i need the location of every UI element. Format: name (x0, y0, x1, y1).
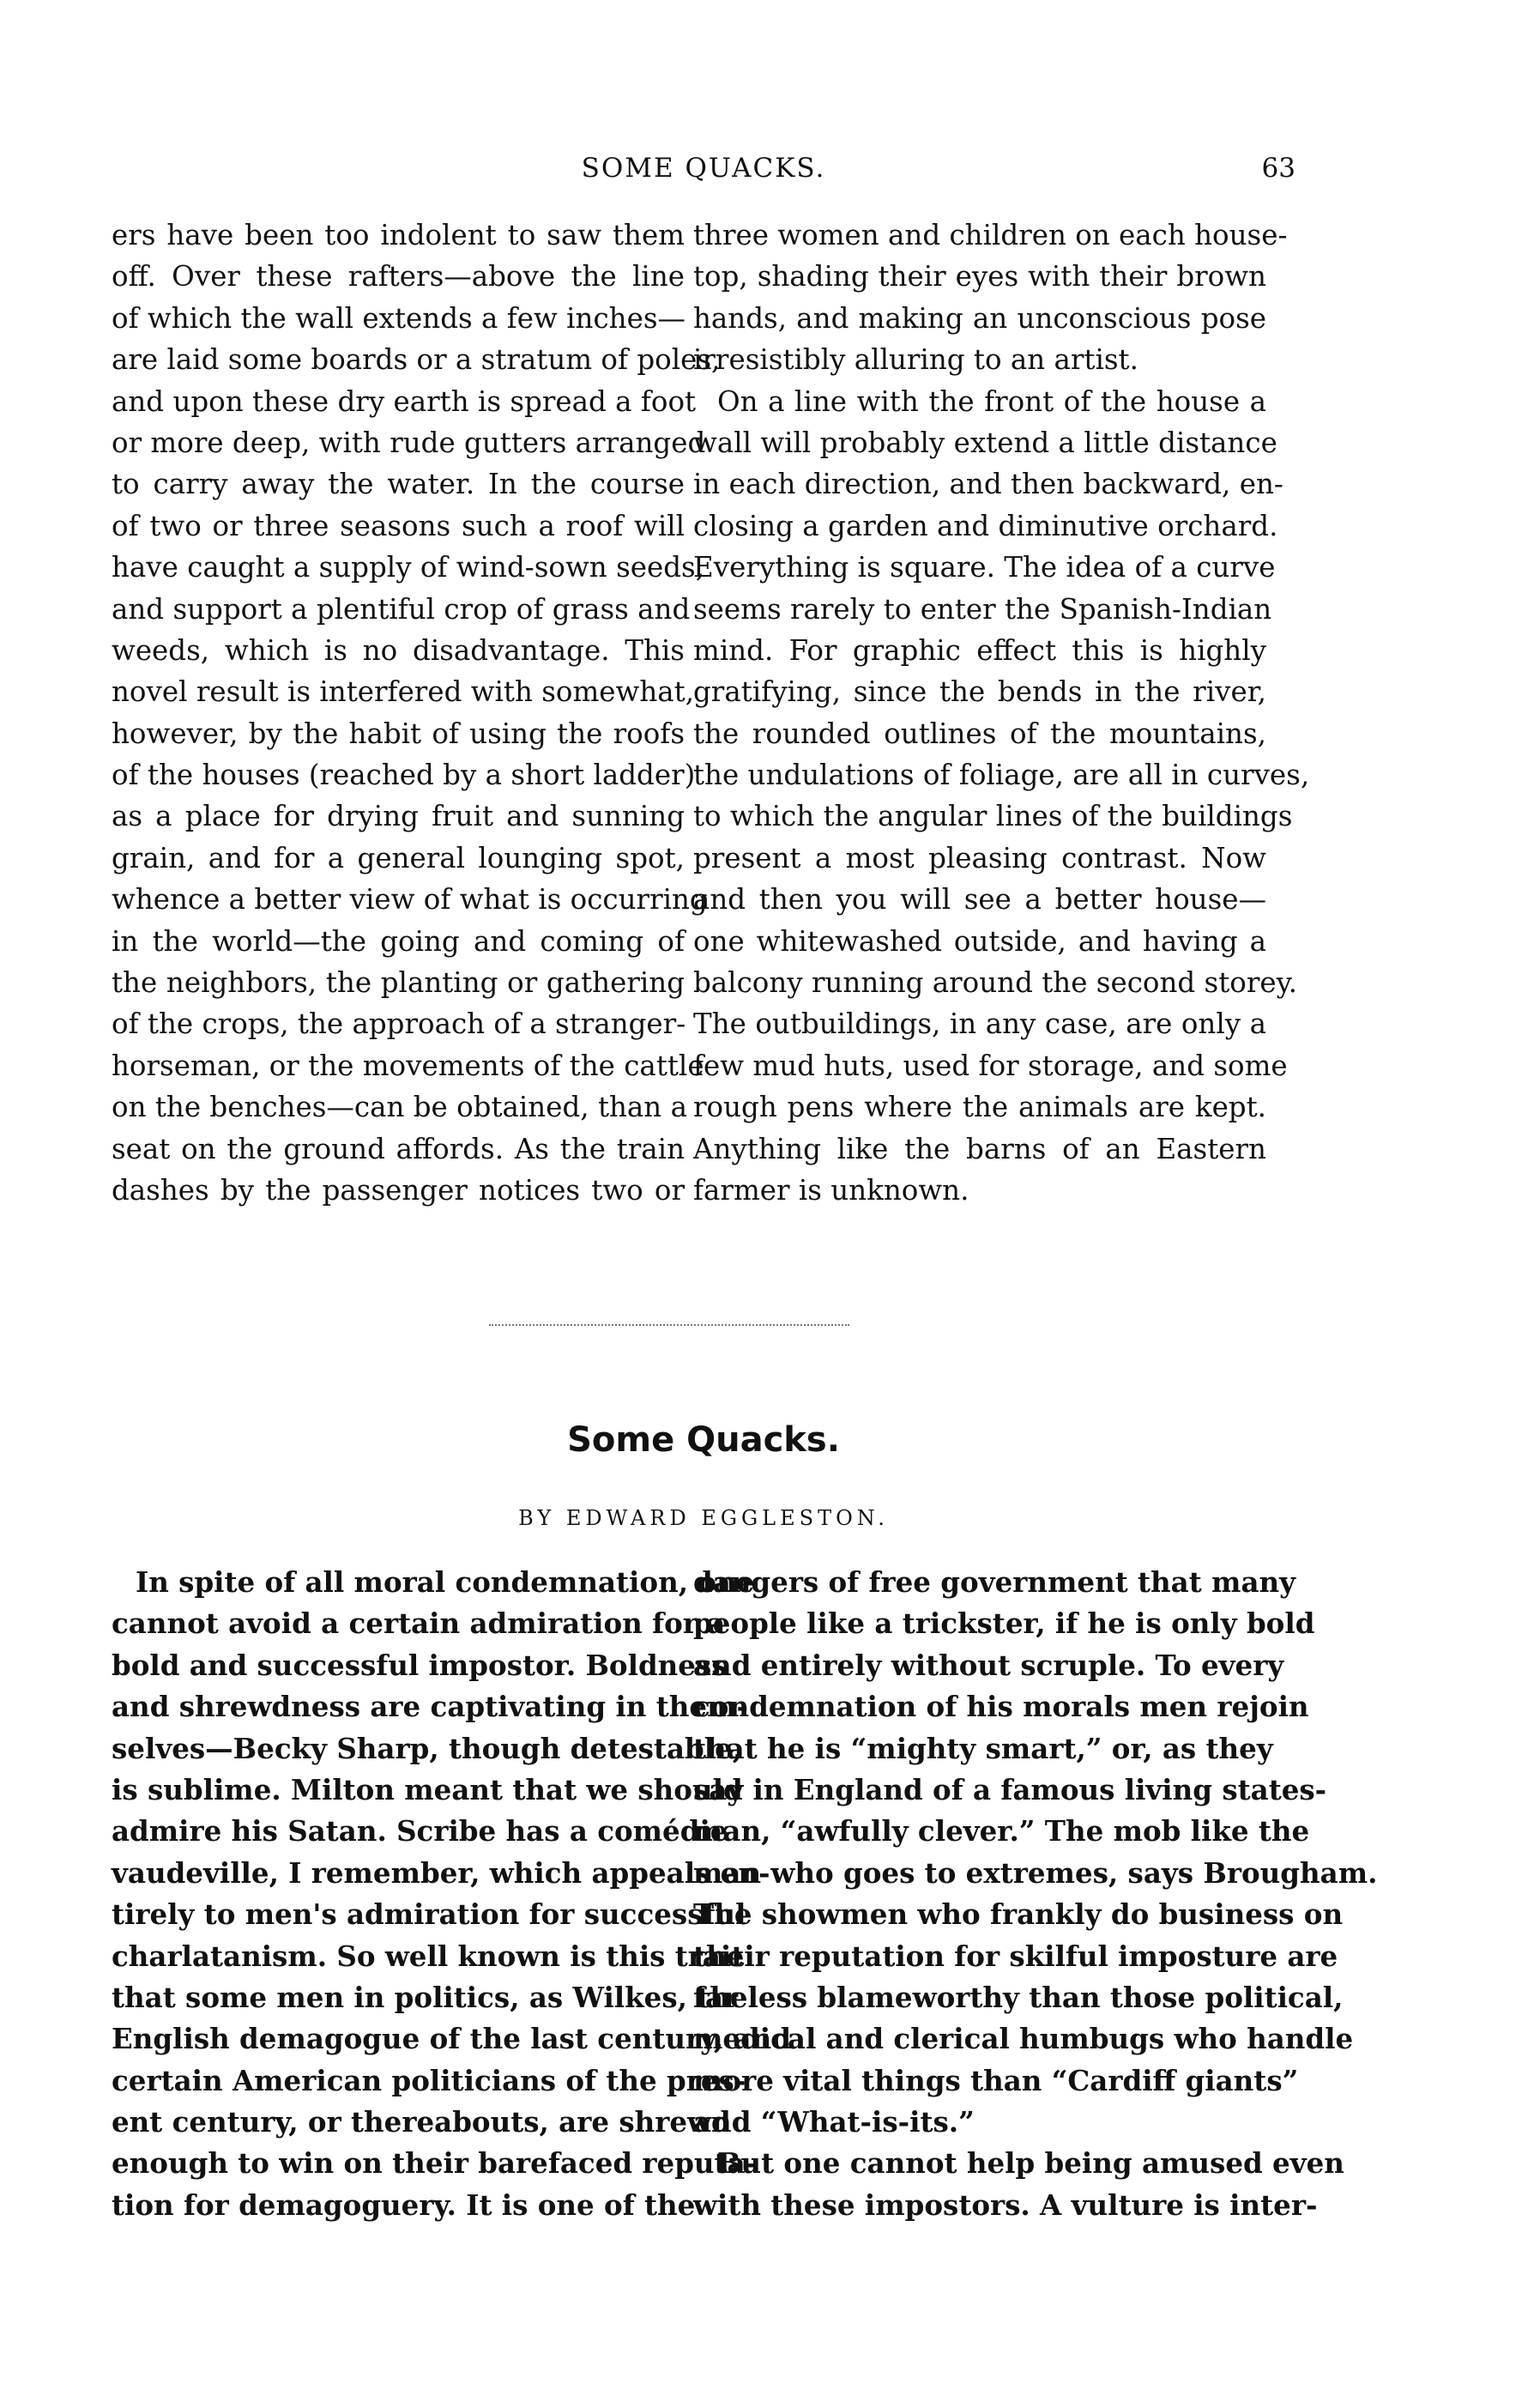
text-line: cannot avoid a certain admiration for a (112, 1606, 726, 1641)
text-line: ent century, or thereabouts, are shrewd (112, 2105, 731, 2139)
text-line: and then you will see a better house— (693, 883, 1266, 917)
text-line: admire his Satan. Scribe has a comédie (112, 1814, 728, 1848)
text-line: or more deep, with rude gutters arranged (112, 426, 706, 459)
text-line: the rounded outlines of the mountains, (693, 717, 1266, 750)
text-line: dangers of free government that many (693, 1565, 1296, 1599)
text-line: man, “awfully clever.” The mob like the (693, 1814, 1310, 1848)
text-line: in the world—the going and coming of (112, 924, 685, 958)
text-line: seat on the ground affords. As the train (112, 1132, 685, 1165)
running-head (112, 153, 1295, 191)
text-line: the undulations of foliage, are all in curves, (693, 759, 1310, 792)
text-line: that he is “mighty smart,” or, as they (693, 1731, 1273, 1765)
byline: BY EDWARD EGGLESTON. (518, 1506, 889, 1530)
text-line: and support a plentiful crop of grass and (112, 592, 691, 626)
text-line: farmer is unknown. (693, 1173, 969, 1207)
text-line: off. Over these rafters—above the line (112, 260, 685, 293)
text-line: their reputation for skilful imposture are (693, 1939, 1338, 1973)
text-line: wall will probably extend a little distance (693, 426, 1277, 459)
text-line: On a line with the front of the house a (717, 384, 1266, 418)
upper-right-column (693, 215, 1310, 1211)
running-title: SOME QUACKS. (581, 153, 826, 184)
text-line: vaudeville, I remember, which appeals en- (112, 1855, 770, 1890)
text-line: certain American politicians of the pres- (112, 2063, 746, 2097)
text-line: dashes by the passenger notices two or (112, 1173, 685, 1207)
text-line: as a place for drying fruit and sunning (112, 800, 685, 833)
text-line: the neighbors, the planting or gathering (112, 966, 685, 1000)
text-line: grain, and for a general lounging spot, (112, 841, 685, 874)
text-line: and shrewdness are captivating in them- (112, 1690, 748, 1724)
text-line: whence a better view of what is occurring (112, 883, 708, 917)
text-line: Everything is square. The idea of a curve (693, 551, 1276, 584)
text-line: tion for demagoguery. It is one of the (112, 2187, 696, 2222)
text-line: to carry away the water. In the course (112, 468, 685, 501)
text-line: on the benches—can be obtained, than a (112, 1091, 687, 1124)
text-line: have caught a supply of wind-sown seeds, (112, 551, 705, 584)
text-line: novel result is interfered with somewhat, (112, 675, 695, 709)
text-line: top, shading their eyes with their brown (693, 260, 1266, 293)
text-line: of which the wall extends a few inches— (112, 301, 685, 335)
text-line: three women and children on each house- (693, 219, 1288, 251)
text-line: present a most pleasing contrast. Now (693, 841, 1266, 874)
text-line: gratifying, since the bends in the river, (693, 675, 1266, 709)
article-right-column (693, 1562, 1378, 2226)
text-line: The outbuildings, in any case, are only a (693, 1007, 1266, 1041)
page-number: 63 (1261, 153, 1295, 184)
text-line: that some men in politics, as Wilkes, the (112, 1980, 748, 2014)
text-line: few mud huts, used for storage, and some (693, 1049, 1288, 1082)
text-line: bold and successful impostor. Boldness (112, 1648, 728, 1682)
text-line: far less blameworthy than those political, (693, 1980, 1344, 2014)
section-divider (489, 1324, 849, 1326)
text-line: however, by the habit of using the roofs (112, 717, 685, 750)
article-left-column (112, 1562, 791, 2226)
text-line: seems rarely to enter the Spanish-Indian (693, 592, 1272, 626)
text-line: of the crops, the approach of a stranger- (112, 1007, 686, 1041)
text-line: to which the angular lines of the buildings (693, 800, 1293, 833)
text-line: and “What-is-its.” (693, 2105, 975, 2139)
text-line: medical and clerical humbugs who handle (693, 2022, 1354, 2056)
upper-left-column (112, 215, 721, 1211)
text-line: The showmen who frankly do business on (693, 1897, 1344, 1932)
text-line: and entirely without scruple. To every (693, 1648, 1284, 1682)
text-line: closing a garden and diminutive orchard. (693, 509, 1278, 542)
text-line: people like a trickster, if he is only bold (693, 1606, 1315, 1641)
text-line: are laid some boards or a stratum of poles, (112, 343, 721, 377)
text-line: selves—Becky Sharp, though detestable, (112, 1731, 743, 1765)
text-line: enough to win on their barefaced reputa- (112, 2146, 758, 2181)
text-line: balcony running around the second storey. (693, 966, 1297, 1000)
text-line: condemnation of his morals men rejoin (693, 1690, 1309, 1724)
text-line: tirely to men's admiration for successful (112, 1897, 746, 1932)
text-line: hands, and making an unconscious pose (693, 301, 1266, 335)
text-line: mind. For graphic effect this is highly (693, 633, 1266, 667)
text-line: is sublime. Milton meant that we should (112, 1772, 743, 1806)
text-line: one whitewashed outside, and having a (693, 924, 1266, 958)
text-line: In spite of all moral condemnation, one (136, 1565, 755, 1599)
text-line: weeds, which is no disadvantage. This (112, 633, 685, 667)
text-line: of two or three seasons such a roof will (112, 509, 685, 542)
text-line: man who goes to extremes, says Brougham. (693, 1855, 1378, 1890)
text-line: But one cannot help being amused even (717, 2146, 1344, 2181)
text-line: of the houses (reached by a short ladder) (112, 759, 696, 792)
text-line: more vital things than “Cardiff giants” (693, 2063, 1299, 2097)
text-line: charlatanism. So well known is this trait (112, 1939, 745, 1973)
text-line: with these impostors. A vulture is inter- (693, 2187, 1318, 2222)
text-line: in each direction, and then backward, en- (693, 468, 1283, 501)
text-line: ers have been too indolent to saw them (112, 219, 685, 251)
article-title: Some Quacks. (567, 1420, 840, 1460)
text-line: irresistibly alluring to an artist. (693, 343, 1138, 377)
text-line: rough pens where the animals are kept. (693, 1091, 1266, 1124)
text-line: say in England of a famous living states- (693, 1772, 1327, 1806)
text-line: horseman, or the movements of the cattle (112, 1049, 704, 1082)
text-line: English demagogue of the last century, and (112, 2022, 791, 2056)
text-line: and upon these dry earth is spread a foot (112, 384, 697, 418)
text-line: Anything like the barns of an Eastern (693, 1132, 1266, 1165)
